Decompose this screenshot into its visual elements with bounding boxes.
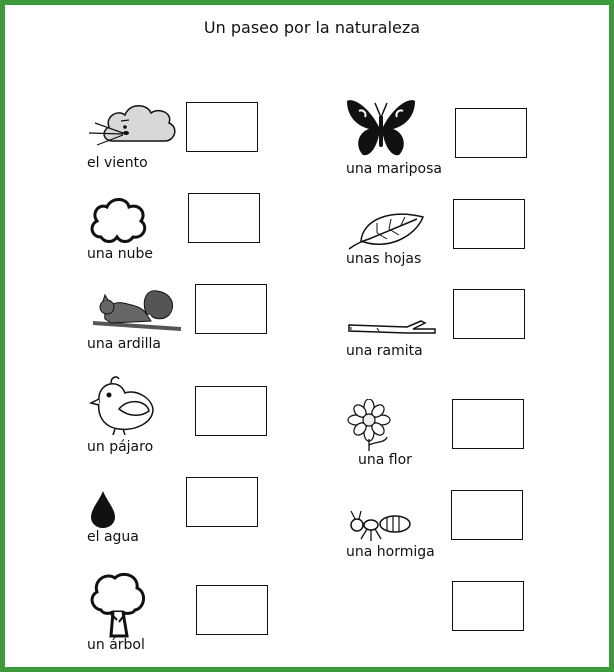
answer-box-una-mariposa[interactable]: [455, 108, 527, 158]
answer-box-el-viento[interactable]: [186, 102, 258, 152]
answer-box-una-ardilla[interactable]: [195, 284, 267, 334]
label-una-hormiga: una hormiga: [346, 544, 435, 560]
flower-icon: [347, 399, 395, 451]
label-una-flor: una flor: [358, 452, 412, 468]
label-el-agua: el agua: [87, 529, 139, 545]
answer-box-el-agua[interactable]: [186, 477, 258, 527]
water-drop-icon: [89, 489, 117, 529]
squirrel-icon: [89, 285, 185, 337]
answer-box-un-pajaro[interactable]: [195, 386, 267, 436]
answer-box-una-flor[interactable]: [452, 399, 524, 449]
page-title: Un paseo por la naturaleza: [203, 18, 421, 37]
leaf-icon: [347, 207, 427, 251]
wind-cloud-icon: [85, 97, 181, 153]
label-unas-hojas: unas hojas: [346, 251, 422, 267]
ant-icon: [347, 509, 413, 543]
label-una-ardilla: una ardilla: [87, 336, 161, 352]
butterfly-icon: [345, 97, 417, 161]
answer-box-una-nube[interactable]: [188, 193, 260, 243]
label-un-pajaro: un pájaro: [87, 439, 154, 455]
twig-icon: [347, 317, 437, 341]
answer-box-unas-hojas[interactable]: [453, 199, 525, 249]
label-una-nube: una nube: [87, 246, 154, 262]
bird-icon: [89, 373, 159, 435]
label-el-viento: el viento: [87, 155, 148, 171]
label-un-arbol: un árbol: [87, 637, 145, 653]
answer-box-una-ramita[interactable]: [453, 289, 525, 339]
label-una-ramita: una ramita: [346, 343, 423, 359]
cloud-outline-icon: [87, 195, 149, 245]
tree-icon: [87, 570, 149, 638]
answer-box-una-hormiga[interactable]: [451, 490, 523, 540]
answer-box-empty[interactable]: [452, 581, 524, 631]
label-una-mariposa: una mariposa: [346, 161, 442, 177]
answer-box-un-arbol[interactable]: [196, 585, 268, 635]
